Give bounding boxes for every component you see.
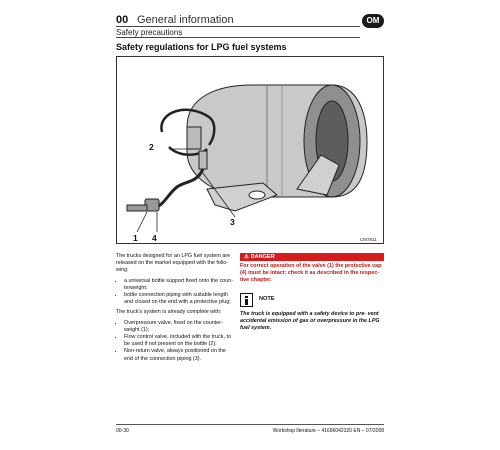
subtitle-divider <box>116 37 360 38</box>
list-item: • Overpressure valve, fixed on the counter- weight (1); <box>124 320 234 334</box>
footer-divider <box>116 424 384 425</box>
lpg-bottle-illustration <box>117 57 383 243</box>
callout-1: 1 <box>133 233 138 243</box>
page-subtitle: Safety precautions <box>116 28 183 37</box>
system-list <box>116 320 234 363</box>
chapter-number: 00 <box>116 14 129 26</box>
right-column <box>240 253 384 332</box>
list-item: • a universal bottle support fixed onto the coun- terweight; <box>124 278 234 292</box>
list-item: • Flow control valve, included with the truck, to be used if not present on the bottle (2); <box>124 334 234 348</box>
danger-text: For correct operation of the valve (1) the protective cap (4) must be intact: check it as described in the respec- tive chapter. <box>240 263 382 284</box>
callout-3: 3 <box>230 217 235 227</box>
left-column <box>116 253 234 366</box>
danger-label: DANGER <box>250 254 275 260</box>
figure-frame <box>116 56 384 244</box>
list-item: • Non-return valve, always positioned on the end of the connection piping (3). <box>124 348 234 362</box>
page-number: 00-30 <box>116 428 129 434</box>
header-divider <box>116 26 360 27</box>
note-text: The truck is equipped with a safety device to pre- vent accidental emission of gas or overpressure in the LPG fuel system. <box>240 310 380 332</box>
document-reference: Workshop literature – 41696042320 EN – 07/2008 <box>272 428 384 434</box>
book-note-icon <box>240 293 253 307</box>
callout-4: 4 <box>152 233 157 243</box>
list-item: • bottle connection piping with suitable length and closed on the end with a protective plug; <box>124 292 234 306</box>
brand-logo: OM <box>362 14 384 28</box>
equipment-list <box>116 278 234 307</box>
danger-banner <box>240 253 384 261</box>
warning-triangle-icon: ⚠ <box>244 254 250 260</box>
callout-2: 2 <box>149 142 154 152</box>
note-label: NOTE <box>259 296 275 302</box>
figure-id: CM7811 <box>360 237 377 242</box>
section-title: Safety regulations for LPG fuel systems <box>116 42 287 52</box>
system-intro-text: The truck's system is already complete with: <box>116 309 222 316</box>
note-header <box>240 293 384 307</box>
intro-text: The trucks designed for an LPG fuel system are released on the market equipped with the follo- wing: <box>116 253 231 274</box>
chapter-title: General information <box>137 14 234 26</box>
